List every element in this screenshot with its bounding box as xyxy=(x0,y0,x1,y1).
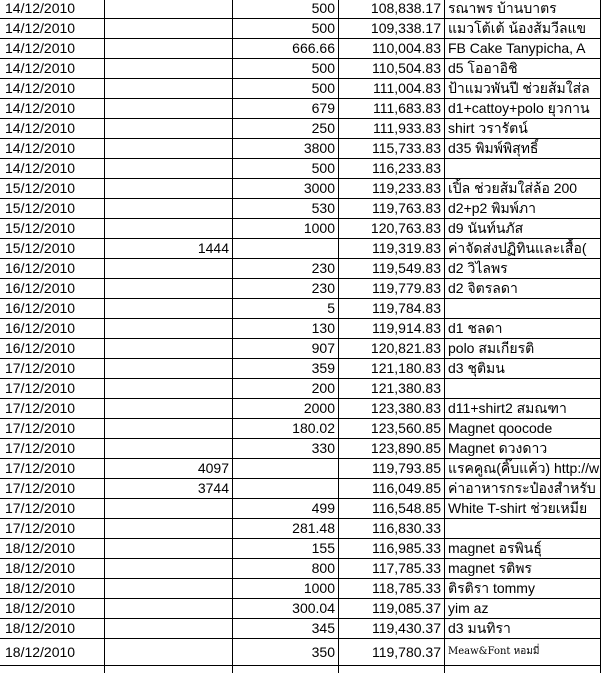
cell-date[interactable]: 18/12/2010 xyxy=(5,620,76,636)
cell-date[interactable]: 18/12/2010 xyxy=(5,560,76,576)
cell-balance[interactable]: 119,784.83 xyxy=(371,300,441,316)
table-row xyxy=(0,599,601,619)
cell-balance[interactable]: 119,549.83 xyxy=(371,260,441,276)
cell-description[interactable]: d9 นันท์นภัส xyxy=(448,220,524,236)
cell-description[interactable]: d1+cattoy+polo ยุวกาน xyxy=(448,100,590,116)
cell-description[interactable]: ค่าจัดส่งปฏิทินและเสื้อ( xyxy=(448,240,587,256)
table-row xyxy=(0,59,601,79)
cell-balance[interactable]: 116,830.33 xyxy=(371,520,441,536)
cell-debit[interactable] xyxy=(105,79,232,98)
cell-date[interactable]: 17/12/2010 xyxy=(5,460,76,476)
cell-debit[interactable]: 1444 xyxy=(197,240,229,256)
cell-balance[interactable]: 119,793.85 xyxy=(371,460,441,476)
column-divider-credit xyxy=(338,0,339,673)
table-row xyxy=(0,199,601,219)
table-row xyxy=(0,39,601,59)
cell-debit[interactable] xyxy=(105,179,232,198)
table-row xyxy=(0,259,601,279)
cell-credit[interactable]: 330 xyxy=(311,440,335,456)
cell-description[interactable] xyxy=(445,299,601,318)
cell-date[interactable]: 14/12/2010 xyxy=(5,160,76,176)
cell-balance[interactable]: 119,779.83 xyxy=(371,280,441,296)
cell-debit[interactable] xyxy=(105,139,232,158)
table-row xyxy=(0,559,601,579)
table-row xyxy=(0,119,601,139)
cell-credit[interactable]: 5 xyxy=(327,300,335,316)
cell-description[interactable] xyxy=(445,159,601,178)
cell-description[interactable]: White T-shirt ช่วยเหมีย xyxy=(448,500,588,516)
cell-debit[interactable] xyxy=(105,399,232,418)
cell-balance[interactable]: 110,004.83 xyxy=(371,40,441,56)
cell-date[interactable]: 14/12/2010 xyxy=(5,60,76,76)
cell-credit[interactable] xyxy=(233,459,338,478)
cell-debit[interactable] xyxy=(105,439,232,458)
cell-debit[interactable] xyxy=(105,19,232,38)
cell-description[interactable]: ป้าแมวพันปี ช่วยส้มใส่ล xyxy=(448,80,590,96)
cell-description[interactable]: d3 ชุติมน xyxy=(448,360,505,376)
cell-balance[interactable]: 108,838.17 xyxy=(370,0,441,16)
cell-balance[interactable]: 123,380.83 xyxy=(370,400,441,416)
cell-date[interactable]: 17/12/2010 xyxy=(5,400,76,416)
cell-description[interactable]: ติรติรา tommy xyxy=(448,580,535,596)
cell-date[interactable]: 16/12/2010 xyxy=(5,340,76,356)
cell-description[interactable]: magnet รติพร xyxy=(448,560,532,576)
cell-balance[interactable]: 116,985.33 xyxy=(371,540,441,556)
cell-date[interactable]: 14/12/2010 xyxy=(5,20,76,36)
cell-date[interactable]: 16/12/2010 xyxy=(5,260,76,276)
table-row xyxy=(0,179,601,199)
table-row xyxy=(0,99,601,119)
cell-date[interactable]: 15/12/2010 xyxy=(5,200,76,216)
cell-debit[interactable] xyxy=(105,539,232,558)
cell-credit[interactable]: 3800 xyxy=(303,140,335,156)
cell-debit[interactable] xyxy=(105,199,232,218)
table-row xyxy=(0,439,601,459)
table-row xyxy=(0,639,601,666)
cell-credit[interactable]: 500 xyxy=(311,0,335,16)
table-row xyxy=(0,79,601,99)
cell-debit[interactable] xyxy=(105,519,232,538)
cell-debit[interactable] xyxy=(105,0,232,18)
cell-description[interactable]: แรคคูณ(คิ๊บแค้ว) http://w xyxy=(448,460,600,476)
cell-credit[interactable]: 500 xyxy=(311,160,335,176)
cell-credit[interactable]: 130 xyxy=(311,320,335,336)
cell-date[interactable]: 17/12/2010 xyxy=(5,440,76,456)
cell-debit[interactable] xyxy=(105,379,232,398)
cell-description[interactable]: FB Cake Tanypicha, A xyxy=(448,40,586,56)
table-row xyxy=(0,19,601,39)
cell-debit[interactable] xyxy=(105,639,232,665)
cell-date[interactable]: 18/12/2010 xyxy=(5,600,76,616)
cell-credit[interactable]: 200 xyxy=(311,380,335,396)
cell-credit[interactable]: 250 xyxy=(311,120,335,136)
cell-balance[interactable]: 121,180.83 xyxy=(370,360,441,376)
table-row xyxy=(0,479,601,499)
cell-balance[interactable]: 115,733.83 xyxy=(371,140,441,156)
cell-date[interactable]: 14/12/2010 xyxy=(5,80,76,96)
cell-debit[interactable] xyxy=(105,219,232,238)
cell-debit[interactable] xyxy=(105,619,232,638)
table-row xyxy=(0,399,601,419)
cell-debit[interactable] xyxy=(105,299,232,318)
cell-description[interactable]: polo สมเกียรติ xyxy=(448,340,535,356)
cell-description[interactable]: รณาพร บ้านบาตร xyxy=(448,0,557,16)
cell-date[interactable]: 17/12/2010 xyxy=(5,480,76,496)
cell-debit[interactable] xyxy=(105,159,232,178)
table-row xyxy=(0,239,601,259)
cell-debit[interactable] xyxy=(105,579,232,598)
cell-debit[interactable] xyxy=(105,59,232,78)
cell-date[interactable]: 17/12/2010 xyxy=(5,520,76,536)
cell-credit[interactable] xyxy=(233,479,338,498)
table-row xyxy=(0,139,601,159)
cell-credit[interactable]: 3000 xyxy=(303,180,335,196)
cell-date[interactable]: 16/12/2010 xyxy=(5,280,76,296)
cell-description[interactable]: เปิ้ล ช่วยส้มใส่ล้อ 200 xyxy=(448,180,578,196)
cell-description[interactable]: d5 โออาอิชิ xyxy=(448,60,518,76)
cell-debit[interactable]: 3744 xyxy=(197,480,229,496)
cell-description[interactable]: Meaw&Font หอมมี่ xyxy=(448,646,540,657)
cell-credit[interactable]: 500 xyxy=(311,80,335,96)
cell-balance[interactable]: 111,004.83 xyxy=(373,80,441,96)
cell-credit[interactable]: 666.66 xyxy=(292,40,335,56)
cell-date[interactable]: 18/12/2010 xyxy=(5,540,76,556)
cell-balance[interactable]: 120,821.83 xyxy=(370,340,441,356)
cell-date[interactable]: 17/12/2010 xyxy=(5,420,76,436)
cell-date[interactable]: 16/12/2010 xyxy=(5,300,76,316)
cell-credit[interactable]: 359 xyxy=(311,360,335,376)
cell-debit[interactable] xyxy=(105,339,232,358)
cell-debit[interactable] xyxy=(105,279,232,298)
cell-credit[interactable]: 800 xyxy=(311,560,335,576)
cell-description[interactable]: ค่าอาหารกระป๋องสำหรับ xyxy=(448,480,596,496)
cell-description[interactable] xyxy=(445,519,601,538)
table-row xyxy=(0,339,601,359)
cell-debit[interactable] xyxy=(105,99,232,118)
cell-description[interactable]: yim az xyxy=(448,600,489,616)
cell-date[interactable]: 16/12/2010 xyxy=(5,320,76,336)
cell-credit[interactable]: 2000 xyxy=(303,400,335,416)
table-row xyxy=(0,319,601,339)
cell-date[interactable]: 17/12/2010 xyxy=(5,500,76,516)
cell-balance[interactable]: 116,049.85 xyxy=(371,480,441,496)
cell-balance[interactable]: 119,085.37 xyxy=(371,600,441,616)
cell-balance[interactable]: 111,683.83 xyxy=(373,100,441,116)
cell-date[interactable]: 17/12/2010 xyxy=(5,360,76,376)
cell-description[interactable]: d2+p2 พิมพ์ภา xyxy=(448,200,536,216)
table-row xyxy=(0,459,601,479)
table-row xyxy=(0,519,601,539)
cell-description[interactable]: d35 พิมพ์พิสุทธิ์ xyxy=(448,140,539,156)
cell-credit[interactable]: 500 xyxy=(311,60,335,76)
cell-debit[interactable] xyxy=(105,499,232,518)
cell-date[interactable]: 15/12/2010 xyxy=(5,240,76,256)
cell-credit[interactable]: 907 xyxy=(311,340,335,356)
cell-credit[interactable] xyxy=(233,239,338,258)
cell-balance[interactable]: 119,763.83 xyxy=(371,200,441,216)
table-row xyxy=(0,159,601,179)
cell-credit[interactable]: 500 xyxy=(311,20,335,36)
cell-description[interactable]: d2 จิตรลดา xyxy=(448,280,518,296)
cell-balance[interactable]: 119,233.83 xyxy=(371,180,441,196)
table-row xyxy=(0,219,601,239)
cell-date[interactable]: 14/12/2010 xyxy=(5,0,76,16)
column-divider-balance xyxy=(444,0,445,673)
cell-debit[interactable] xyxy=(105,259,232,278)
column-divider-date xyxy=(104,0,105,673)
cell-description[interactable] xyxy=(445,379,601,398)
cell-credit[interactable]: 499 xyxy=(311,500,335,516)
cell-date[interactable]: 17/12/2010 xyxy=(5,380,76,396)
column-divider-debit xyxy=(232,0,233,673)
cell-balance[interactable]: 110,504.83 xyxy=(371,60,441,76)
cell-balance[interactable]: 121,380.83 xyxy=(370,380,441,396)
cell-balance[interactable]: 118,785.33 xyxy=(371,580,441,596)
cell-balance[interactable]: 119,914.83 xyxy=(371,320,441,336)
cell-date[interactable]: 14/12/2010 xyxy=(5,140,76,156)
table-row xyxy=(0,619,601,639)
cell-date[interactable]: 15/12/2010 xyxy=(5,220,76,236)
cell-date[interactable]: 14/12/2010 xyxy=(5,120,76,136)
cell-balance[interactable]: 123,560.85 xyxy=(370,420,441,436)
cell-credit[interactable]: 530 xyxy=(311,200,335,216)
cell-credit[interactable]: 1000 xyxy=(303,580,335,596)
cell-description[interactable]: shirt วรารัตน์ xyxy=(448,120,528,136)
cell-credit[interactable]: 679 xyxy=(311,100,335,116)
table-row xyxy=(0,299,601,319)
cell-description[interactable]: d1 ชลดา xyxy=(448,320,503,336)
cell-debit[interactable] xyxy=(105,39,232,58)
cell-balance[interactable]: 119,780.37 xyxy=(371,644,441,660)
cell-debit[interactable]: 4097 xyxy=(197,460,229,476)
cell-balance[interactable]: 120,763.83 xyxy=(370,220,441,236)
cell-balance[interactable]: 116,233.83 xyxy=(371,160,441,176)
cell-balance[interactable]: 123,890.85 xyxy=(370,440,441,456)
cell-date[interactable]: 14/12/2010 xyxy=(5,100,76,116)
cell-date[interactable]: 18/12/2010 xyxy=(5,644,76,660)
cell-debit[interactable] xyxy=(105,419,232,438)
cell-description[interactable]: d3 มนทิรา xyxy=(448,620,511,636)
cell-debit[interactable] xyxy=(105,319,232,338)
cell-date[interactable]: 15/12/2010 xyxy=(5,180,76,196)
cell-debit[interactable] xyxy=(105,119,232,138)
cell-debit[interactable] xyxy=(105,599,232,618)
cell-debit[interactable] xyxy=(105,359,232,378)
cell-credit[interactable]: 155 xyxy=(311,540,335,556)
table-row xyxy=(0,279,601,299)
cell-description[interactable]: แมวโต้เต้ น้องส้มวีลแข xyxy=(448,20,587,36)
cell-credit[interactable]: 345 xyxy=(311,620,335,636)
cell-credit[interactable]: 230 xyxy=(311,260,335,276)
cell-credit[interactable]: 300.04 xyxy=(292,600,335,616)
table-row xyxy=(0,0,601,19)
cell-balance[interactable]: 117,785.33 xyxy=(371,560,441,576)
table-row xyxy=(0,419,601,439)
table-row xyxy=(0,539,601,559)
cell-description[interactable]: d2 วิไลพร xyxy=(448,260,508,276)
cell-balance[interactable]: 119,319.83 xyxy=(371,240,441,256)
cell-credit[interactable]: 1000 xyxy=(303,220,335,236)
table-row xyxy=(0,379,601,399)
cell-balance[interactable]: 119,430.37 xyxy=(371,620,441,636)
cell-description[interactable]: d11+shirt2 สมณฑา xyxy=(448,400,567,416)
cell-credit[interactable]: 350 xyxy=(311,644,335,660)
cell-date[interactable]: 18/12/2010 xyxy=(5,580,76,596)
cell-description[interactable]: magnet อรพินธุ์ xyxy=(448,540,542,556)
table-row xyxy=(0,359,601,379)
cell-debit[interactable] xyxy=(105,559,232,578)
cell-credit[interactable]: 281.48 xyxy=(292,520,335,536)
cell-balance[interactable]: 116,548.85 xyxy=(371,500,441,516)
cell-balance[interactable]: 109,338.17 xyxy=(370,20,441,36)
cell-description[interactable]: Magnet qoocode xyxy=(448,420,553,436)
table-row xyxy=(0,499,601,519)
cell-credit[interactable]: 230 xyxy=(311,280,335,296)
cell-balance[interactable]: 111,933.83 xyxy=(373,120,441,136)
cell-date[interactable]: 14/12/2010 xyxy=(5,40,76,56)
cell-credit[interactable]: 180.02 xyxy=(292,420,335,436)
table-row xyxy=(0,579,601,599)
cell-description[interactable]: Magnet ดวงดาว xyxy=(448,440,548,456)
